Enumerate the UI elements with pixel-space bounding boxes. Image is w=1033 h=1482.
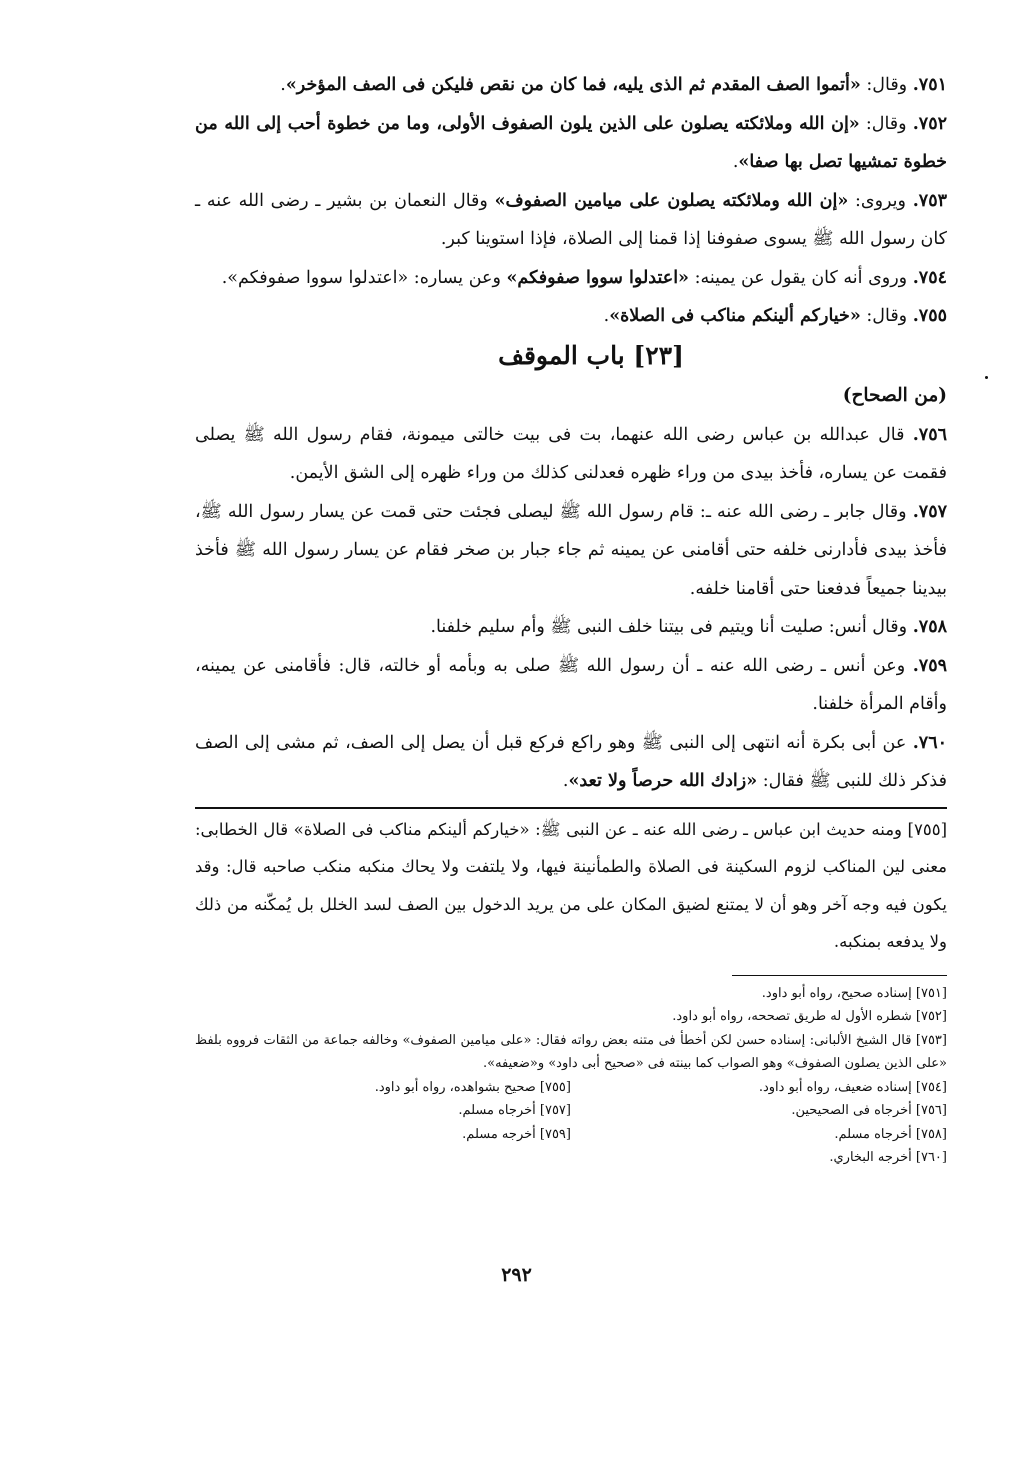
margin-mark — [985, 376, 988, 379]
hadith-number: ٧٥١. — [912, 75, 947, 95]
hadith-number: ٧٥٥. — [912, 306, 947, 326]
section-subheading: (من الصحاح) — [842, 384, 947, 406]
hadith-753: ٧٥٣. ويروى: «إن الله وملائكته يصلون على ميامين الصفوف» وقال النعمان بن بشير ـ رضى الله عنه ـ كان رسول الله ﷺ يسوى صفوفنا إذا قمنا إلى الصلاة، فإذا استوينا كبر. — [195, 190, 947, 249]
hadith-758: ٧٥٨. وقال أنس: صليت أنا ويتيم فى بيتنا خلف النبى ﷺ وأم سليم خلفنا. — [430, 617, 947, 637]
footnote-760: [٧٦٠] أخرجه البخاري. — [829, 1150, 947, 1165]
page-number: ٢٩٢ — [501, 1264, 532, 1286]
hadith-number: ٧٥٢. — [912, 113, 947, 134]
hadith-quote: «إن الله وملائكته يصلون على ميامين الصفوف» — [494, 190, 849, 211]
hadith-760: ٧٦٠. عن أبى بكرة أنه انتهى إلى النبى ﷺ وهو راكع فركع قبل أن يصل إلى الصف، ثم مشى إلى الصف فذكر ذلك للنبى ﷺ فقال: «زادك الله حرصاً ولا تعد». — [195, 732, 947, 791]
hadith-756: ٧٥٦. قال عبدالله بن عباس رضى الله عنهما، بت فى بيت خالتى ميمونة، فقام رسول الله ﷺ يصلى فقمت عن يساره، فأخذ بيدى من وراء ظهره فعدلنى كذلك من وراء ظهره إلى الشق الأيمن. — [195, 424, 947, 483]
hadith-number: ٧٥٩. — [912, 655, 947, 676]
footnote-751: [٧٥١] إسناده صحيح، رواه أبو داود. — [761, 985, 947, 1001]
hadith-quote: «اعتدلوا سووا صفوفكم» — [506, 267, 689, 288]
hadith-number: ٧٥٣. — [912, 190, 947, 211]
footnote-753: [٧٥٣] قال الشيخ الألبانى: إسناده حسن لكن أخطأ فى متنه بعض رواته فقال: «على ميامين الصفوف» وخالفه جماعة من الثقات فرووه بلفظ «على الذين يصلون الصفوف» وهو الصواب كما بينته فى «صحيح أبى داود» و«ضعيفه». — [195, 1032, 947, 1071]
commentary-755: [٧٥٥] ومنه حديث ابن عباس ـ رضى الله عنه ـ عن النبى ﷺ: «خياركم ألينكم مناكب فى الصلاة» قال الخطابى: معنى لين المناكب لزوم السكينة فى الصلاة والطمأنينة فيها، ولا يلتفت ولا يحاك منكبه منكب صاحبه قال: وقد يكون فيه وجه آخر وهو أن لا يمتنع لضيق المكان على من يريد الدخول بين الصف لسد الخلل بل يُمكّنه من ذلك ولا يدفعه بمنكبه. — [195, 819, 947, 951]
footnote-757: [٧٥٧] أخرجاه مسلم. — [458, 1103, 571, 1118]
footnote-divider — [732, 975, 947, 976]
footnote-754: [٧٥٤] إسناده ضعيف، رواه أبو داود. — [758, 1079, 947, 1095]
hadith-751: ٧٥١. وقال: «أتموا الصف المقدم ثم الذى يليه، فما كان من نقص فليكن فى الصف المؤخر». — [280, 75, 947, 95]
hadith-752: ٧٥٢. وقال: «إن الله وملائكته يصلون على الذين يلون الصفوف الأولى، وما من خطوة أحب إلى الله من خطوة تمشيها تصل بها صفا». — [195, 113, 947, 172]
hadith-number: ٧٦٠. — [912, 732, 947, 753]
hadith-755: ٧٥٥. وقال: «خياركم ألينكم مناكب فى الصلاة». — [603, 306, 947, 326]
main-content — [195, 66, 947, 1170]
footnote-row — [195, 1123, 947, 1147]
footnote-row — [195, 1076, 947, 1100]
hadith-quote: «خياركم ألينكم مناكب فى الصلاة» — [609, 306, 861, 326]
footnotes — [195, 982, 947, 1170]
footnote-row — [195, 1099, 947, 1123]
divider — [195, 807, 947, 809]
footnote-752: [٧٥٢] شطره الأول له طريق تصححه، رواه أبو داود. — [672, 1009, 947, 1024]
hadith-759: ٧٥٩. وعن أنس ـ رضى الله عنه ـ أن رسول الله ﷺ صلى به وبأمه أو خالته، قال: فأقامنى عن يمينه، وأقام المرأة خلفنا. — [195, 655, 947, 714]
hadith-754: ٧٥٤. وروى أنه كان يقول عن يمينه: «اعتدلوا سووا صفوفكم» وعن يساره: «اعتدلوا سووا صفوفكم». — [221, 267, 947, 288]
footnote-755: [٧٥٥] صحيح بشواهده، رواه أبو داود. — [374, 1079, 571, 1095]
hadith-number: ٧٥٦. — [912, 424, 947, 445]
chapter-heading: [٢٣] باب الموقف — [498, 340, 684, 370]
hadith-757: ٧٥٧. وقال جابر ـ رضى الله عنه ـ: قام رسول الله ﷺ ليصلى فجئت حتى قمت عن يسار رسول الله ﷺ، فأخذ بيدى فأدارنى خلفه حتى أقامنى عن يمينه ثم جاء جبار بن صخر فقام عن يسار رسول الله ﷺ فأخذ بيدينا جميعاً فدفعنا حتى أقامنا خلفه. — [195, 501, 947, 599]
footnote-758: [٧٥٨] أخرجاه مسلم. — [834, 1126, 947, 1142]
hadith-number: ٧٥٤. — [912, 267, 947, 288]
hadith-quote: «أتموا الصف المقدم ثم الذى يليه، فما كان من نقص فليكن فى الصف المؤخر» — [285, 75, 861, 95]
footnote-759: [٧٥٩] أخرجه مسلم. — [462, 1126, 571, 1142]
footnote-756: [٧٥٦] أخرجاه فى الصحيحين. — [791, 1103, 947, 1118]
hadith-number: ٧٥٨. — [912, 617, 947, 637]
hadith-number: ٧٥٧. — [912, 501, 947, 522]
hadith-quote: «إن الله وملائكته يصلون على الذين يلون الصفوف الأولى، وما من خطوة أحب إلى الله من خطوة تمشيها تصل بها صفا» — [195, 113, 947, 172]
hadith-quote: «زادك الله حرصاً ولا تعد» — [568, 771, 758, 791]
